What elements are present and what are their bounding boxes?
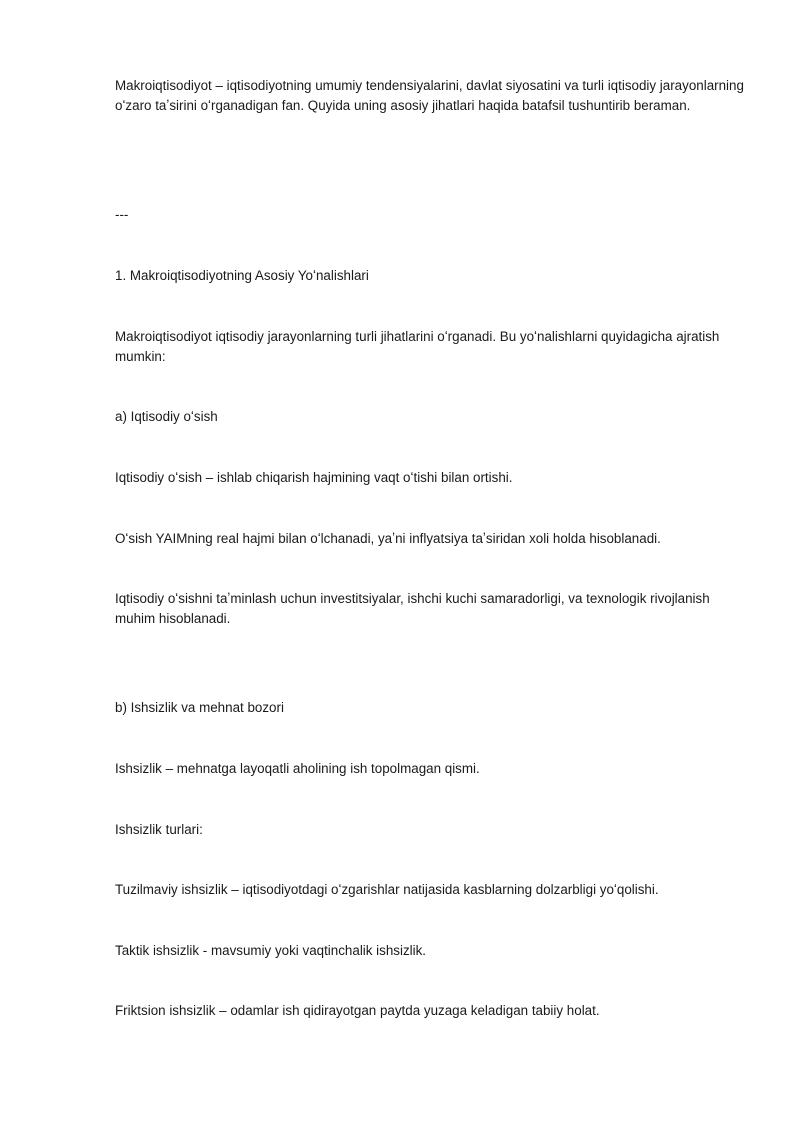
growth-definition: Iqtisodiy oʻsish – ishlab chiqarish hajmining vaqt oʻtishi bilan ortishi. (115, 470, 513, 485)
unemployment-definition: Ishsizlik – mehnatga layoqatli aholining ish topolmagan qismi. (115, 761, 480, 776)
section-heading: 1. Makroiqtisodiyotning Asosiy Yoʻnalishlari (115, 268, 369, 283)
structural-unemployment: Tuzilmaviy ishsizlik – iqtisodiyotdagi oʻzgarishlar natijasida kasblarning dolzarbligi yoʻqolishi. (115, 882, 659, 897)
unemployment-types-label: Ishsizlik turlari: (115, 822, 203, 837)
subheading-growth: a) Iqtisodiy oʻsish (115, 409, 218, 424)
section-intro-paragraph: Makroiqtisodiyot iqtisodiy jarayonlarning turli jihatlarini oʻrganadi. Bu yoʻnalishlarni quyidagicha ajratish mumkin: (115, 329, 720, 364)
growth-factors: Iqtisodiy oʻsishni taʼminlash uchun investitsiyalar, ishchi kuchi samaradorligi, va texnologik rivojlanish muhim hisoblanadi. (115, 591, 710, 626)
frictional-unemployment: Friktsion ishsizlik – odamlar ish qidirayotgan paytda yuzaga keladigan tabiiy holat. (115, 1003, 600, 1018)
growth-measure: Oʻsish YAIMning real hajmi bilan oʻlchanadi, yaʼni inflyatsiya taʼsiridan xoli holda hisoblanadi. (115, 531, 661, 546)
intro-paragraph: Makroiqtisodiyot – iqtisodiyotning umumiy tendensiyalarini, davlat siyosatini va turli iqtisodiy jarayonlarning oʻzaro taʼsirini oʻrganadigan fan. Quyida uning asosiy jihatlari haqida batafsil tushuntirib beraman. (115, 78, 744, 113)
separator: --- (115, 207, 129, 222)
subheading-unemployment: b) Ishsizlik va mehnat bozori (115, 700, 284, 715)
tactical-unemployment: Taktik ishsizlik - mavsumiy yoki vaqtinchalik ishsizlik. (115, 943, 427, 958)
